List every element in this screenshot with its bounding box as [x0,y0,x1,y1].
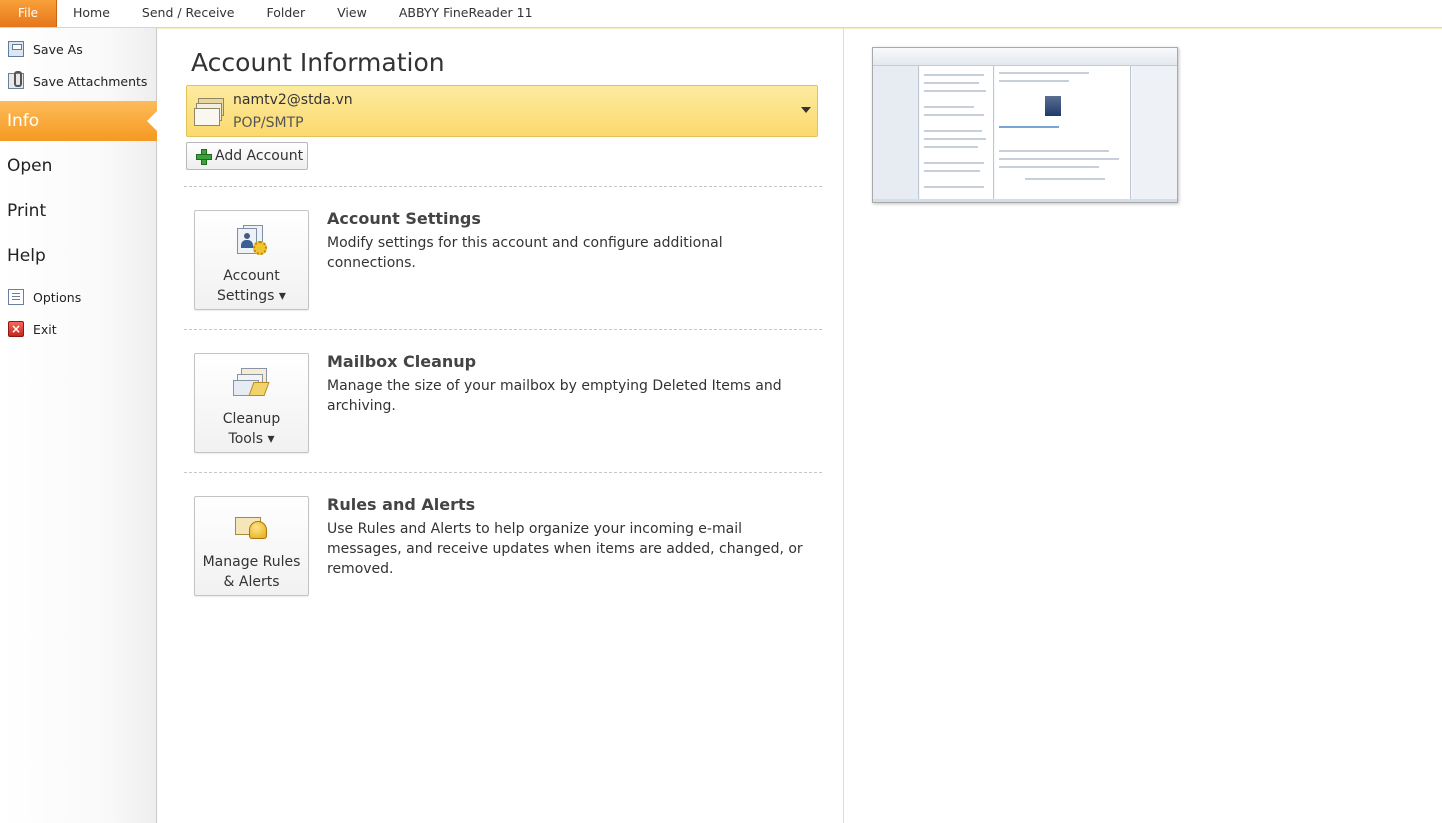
tab-send-receive[interactable]: Send / Receive [141,5,235,20]
outlook-window-preview-thumbnail [872,47,1178,203]
cleanup-tools-button-label: Cleanup Tools ▾ [222,411,281,447]
account-settings-button[interactable] [194,210,309,310]
account-settings-icon [233,225,269,259]
ribbon-tabs [57,0,549,27]
dropdown-arrow-icon[interactable] [801,107,811,113]
account-info-pane [157,28,844,823]
preview-todo-bar [1132,66,1178,200]
plus-icon [196,149,210,163]
preview-ribbon [873,48,1178,66]
account-type: POP/SMTP [233,115,304,131]
rules-alerts-title: Rules and Alerts [327,495,476,514]
account-settings-button-label: Account Settings ▾ [217,268,286,304]
mailbox-cleanup-title: Mailbox Cleanup [327,352,477,371]
divider [184,186,822,187]
exit-label: Exit [33,321,57,337]
save-as-button[interactable] [8,36,83,62]
account-settings-description: Modify settings for this account and configure additional connections. [327,235,723,271]
account-selector-dropdown[interactable] [186,85,818,137]
attachment-icon [8,73,24,89]
save-as-label: Save As [33,41,83,57]
rules-alerts-bell-icon [233,511,269,545]
mailbox-cleanup-description: Manage the size of your mailbox by emptying Deleted Items and archiving. [327,378,782,414]
preview-status-bar [873,199,1178,203]
options-icon [8,289,24,305]
cleanup-tools-button[interactable] [194,353,309,453]
backstage-nav [0,28,157,823]
tab-view[interactable]: View [337,5,367,20]
divider [184,329,822,330]
nav-open[interactable]: Open [7,156,53,176]
cleanup-tools-icon [233,368,269,402]
account-email: namtv2@stda.vn [233,92,353,108]
preview-contact-photo [1045,96,1061,116]
ribbon-tab-bar [0,0,1442,28]
manage-rules-alerts-button-label: Manage Rules & Alerts [202,554,301,590]
options-label: Options [33,289,82,305]
add-account-button[interactable] [186,142,308,170]
save-attachments-button[interactable] [8,68,147,94]
preview-reading-pane [995,66,1131,200]
tab-file[interactable]: File [0,0,57,27]
tab-folder[interactable]: Folder [266,5,306,20]
save-attachments-label: Save Attachments [33,73,148,89]
nav-help[interactable]: Help [7,246,46,266]
exit-button[interactable] [8,316,57,342]
account-settings-title: Account Settings [327,209,481,228]
tab-home[interactable]: Home [73,5,110,20]
add-account-label: Add Account [215,148,304,164]
nav-info[interactable]: Info [0,101,147,141]
preview-message-list [920,66,994,200]
tab-abbyy-finereader[interactable]: ABBYY FineReader 11 [398,5,533,20]
divider [184,472,822,473]
rules-alerts-description: Use Rules and Alerts to help organize your incoming e-mail messages, and receive updates when items are added, changed, or removed. [327,521,803,577]
exit-icon: × [8,321,24,337]
nav-print[interactable]: Print [7,201,47,221]
options-button[interactable] [8,284,81,310]
page-title: Account Information [191,48,445,77]
save-as-icon [8,41,24,57]
manage-rules-alerts-button[interactable] [194,496,309,596]
preview-navigation-pane [873,66,919,200]
mailbox-icon [194,98,224,126]
